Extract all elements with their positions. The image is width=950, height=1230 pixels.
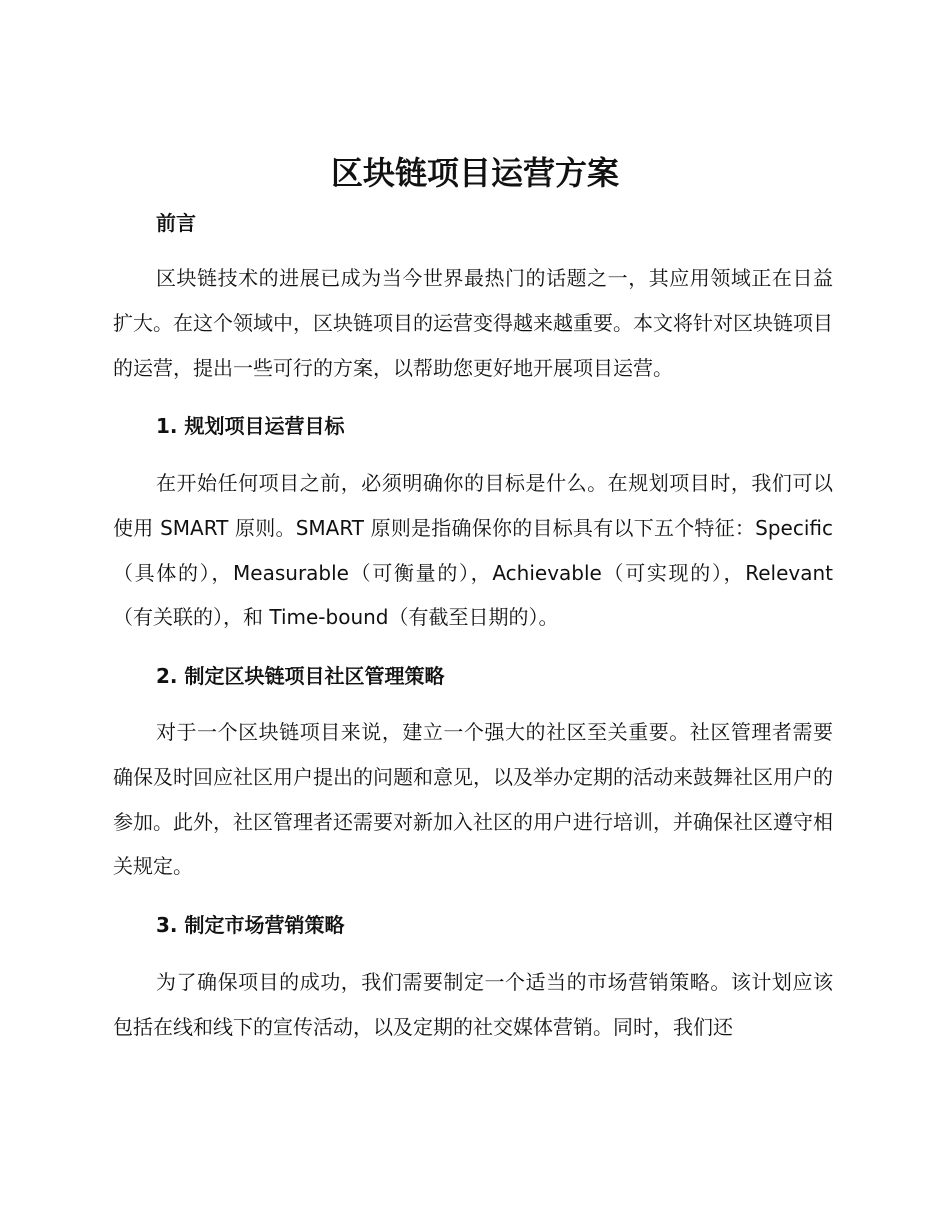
section-body-marketing: 为了确保项目的成功，我们需要制定一个适当的市场营销策略。该计划应该包括在线和线下的宣传活动，以及定期的社交媒体营销。同时，我们还 (113, 970, 833, 1039)
section-heading-marketing: 3. 制定市场营销策略 (156, 913, 345, 937)
section-heading-community: 2. 制定区块链项目社区管理策略 (156, 664, 445, 688)
section-heading-preface: 前言 (156, 211, 196, 235)
section-body-preface: 区块链技术的进展已成为当今世界最热门的话题之一，其应用领域正在日益扩大。在这个领域中，区块链项目的运营变得越来越重要。本文将针对区块链项目的运营，提出一些可行的方案，以帮助您更好地开展项目运营。 (113, 266, 833, 380)
document-title: 区块链项目运营方案 (330, 154, 619, 192)
section-body-community: 对于一个区块链项目来说，建立一个强大的社区至关重要。社区管理者需要确保及时回应社区用户提出的问题和意见，以及举办定期的活动来鼓舞社区用户的参加。此外，社区管理者还需要对新加入社区的用户进行培训，并确保社区遵守相关规定。 (113, 720, 833, 879)
section-body-goals: 在开始任何项目之前，必须明确你的目标是什么。在规划项目时，我们可以使用 SMART 原则。SMART 原则是指确保你的目标具有以下五个特征：Specific（具体的），Measurable（可衡量的），Achievable（可实现的），Relevant（有关联的），和 Time-bound（有截至日期的）。 (113, 471, 833, 630)
section-heading-goals: 1. 规划项目运营目标 (156, 414, 345, 438)
